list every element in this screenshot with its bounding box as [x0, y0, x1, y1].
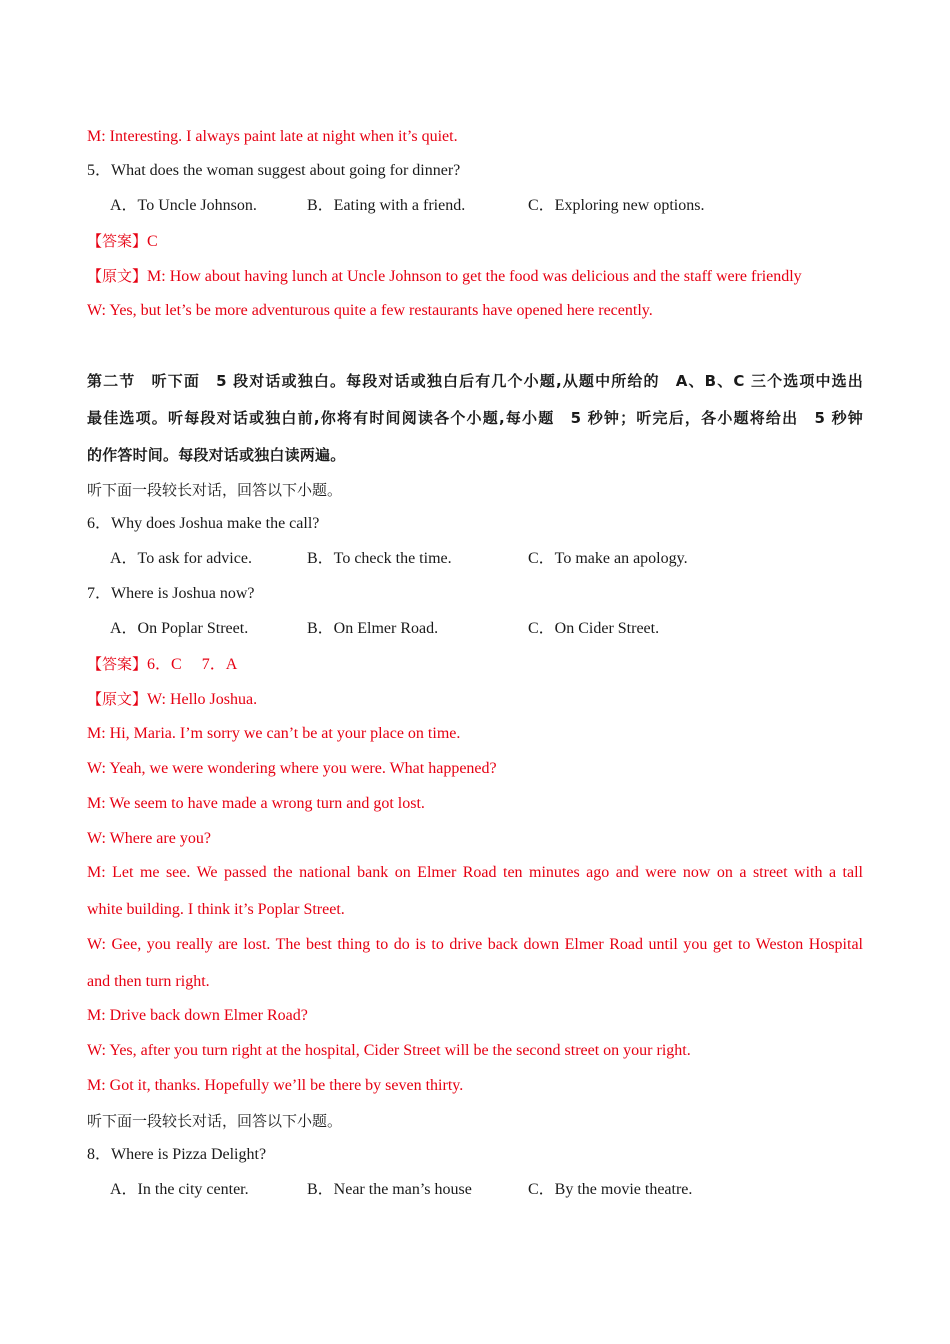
q8-option-a: A．In the city center.: [110, 1181, 249, 1198]
transcript-line: M: Got it, thanks. Hopefully we’ll be there by seven thirty.: [87, 1077, 464, 1094]
transcript-line: W: Yeah, we were wondering where you were. What happened?: [87, 760, 497, 777]
section2-instructions-line-2: 最佳选项。听每段对话或独白前,你将有时间阅读各个小题,每小题 5 秒钟；听完后，各小题将给出 5 秒钟: [87, 409, 863, 427]
q7-option-b: B．On Elmer Road.: [307, 620, 439, 637]
q7-option-a: A．On Poplar Street.: [110, 620, 249, 637]
question-7: 7．Where is Joshua now?: [87, 585, 255, 602]
transcript-line: W: Yes, after you turn right at the hospital, Cider Street will be the second street on your right.: [87, 1042, 691, 1059]
q6-option-a: A．To ask for advice.: [110, 550, 252, 567]
section2-instructions-line-3: 的作答时间。每段对话或独白读两遍。: [87, 446, 346, 464]
transcript-line: M: We seem to have made a wrong turn and got lost.: [87, 795, 425, 812]
transcript-line: and then turn right.: [87, 973, 210, 990]
q7-option-c: C．On Cider Street.: [528, 620, 660, 637]
group1-intro: 听下面一段较长对话，回答以下小题。: [87, 481, 343, 499]
answer-value: C: [147, 233, 158, 250]
transcript-line: M: Interesting. I always paint late at night when it’s quiet.: [87, 128, 458, 145]
transcript-label: 【原文】: [87, 267, 148, 285]
transcript-text: W: Hello Joshua.: [147, 691, 258, 708]
transcript-line: M: Let me see. We passed the national bank on Elmer Road ten minutes ago and were now on a street with a tall: [87, 864, 863, 881]
q6-option-c: C．To make an apology.: [528, 550, 688, 567]
transcript-line: M: Hi, Maria. I’m sorry we can’t be at your place on time.: [87, 725, 461, 742]
transcript-line: W: Where are you?: [87, 830, 211, 847]
transcript-label: 【原文】: [87, 690, 148, 708]
transcript-text: M: How about having lunch at Uncle Johnson to get the food was delicious and the staff were friendly: [147, 268, 802, 285]
group1-transcript-first: [87, 689, 257, 710]
group1-answer: [87, 654, 237, 675]
q5-option-b: B．Eating with a friend.: [307, 197, 466, 214]
question-8: 8．Where is Pizza Delight?: [87, 1146, 267, 1163]
section2-instructions-line-1: 第二节 听下面 5 段对话或独白。每段对话或独白后有几个小题,从题中所给的 A、B、C 三个选项中选出: [87, 372, 863, 390]
q5-answer: [87, 231, 158, 252]
answer-label: 【答案】: [87, 655, 148, 673]
transcript-line: white building. I think it’s Poplar Street.: [87, 901, 345, 918]
question-5: 5．What does the woman suggest about going for dinner?: [87, 162, 461, 179]
q5-transcript-line-2: W: Yes, but let’s be more adventurous quite a few restaurants have opened here recently.: [87, 302, 653, 319]
group2-intro: 听下面一段较长对话，回答以下小题。: [87, 1112, 343, 1130]
answer-value: 6．C 7．A: [147, 656, 238, 673]
q5-transcript-line-1: [87, 266, 802, 287]
answer-label: 【答案】: [87, 232, 148, 250]
q5-option-a: A．To Uncle Johnson.: [110, 197, 257, 214]
q6-option-b: B．To check the time.: [307, 550, 452, 567]
q8-option-b: B．Near the man’s house: [307, 1181, 472, 1198]
transcript-line: W: Gee, you really are lost. The best thing to do is to drive back down Elmer Road until you get to Weston Hospital: [87, 936, 863, 953]
question-6: 6．Why does Joshua make the call?: [87, 515, 320, 532]
q8-option-c: C．By the movie theatre.: [528, 1181, 693, 1198]
transcript-line: M: Drive back down Elmer Road?: [87, 1007, 308, 1024]
q5-option-c: C．Exploring new options.: [528, 197, 705, 214]
